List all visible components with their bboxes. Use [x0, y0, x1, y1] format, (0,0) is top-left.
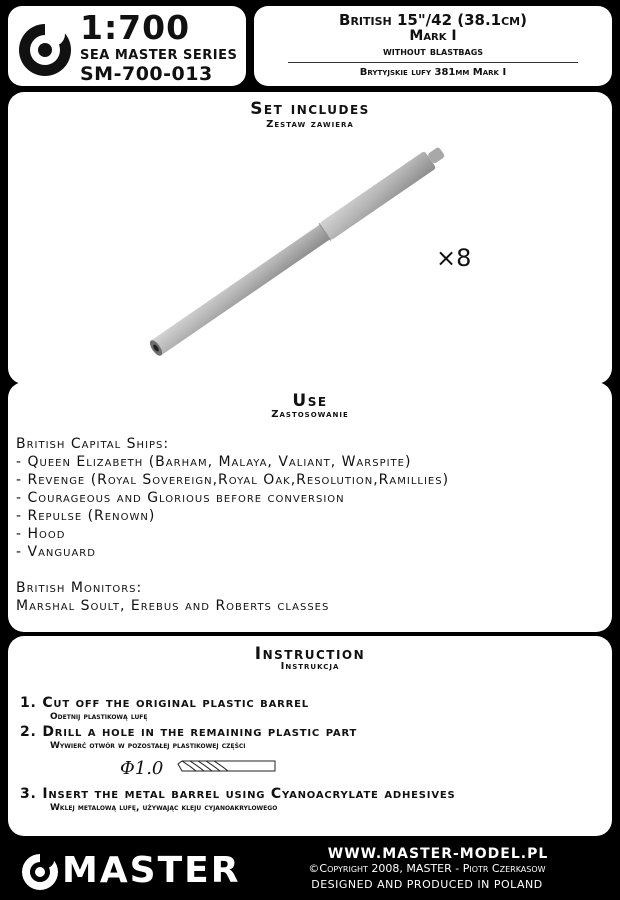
use-line-monitors: British Monitors: [16, 580, 143, 596]
made-in-text: DESIGNED AND PRODUCED IN POLAND [311, 878, 543, 891]
product-title-polish: Brytyjskie lufy 381mm Mark I [359, 67, 507, 78]
product-mark: Mark I [409, 28, 457, 44]
set-includes-section [8, 92, 612, 384]
use-section [8, 382, 612, 632]
product-code: SM-700-013 [80, 63, 213, 85]
use-subtitle: Zastosowanie [271, 409, 349, 420]
step-2: 2. Drill a hole in the remaining plastic part [20, 724, 358, 740]
instruction-subtitle: Instrukcja [280, 661, 340, 672]
step-3: 3. Insert the metal barrel using Cyanoacrylate adhesives [20, 786, 456, 802]
use-line-vanguard: - Vanguard [16, 544, 96, 560]
use-line-repulse: - Repulse (Renown) [16, 508, 156, 524]
quantity-label: ×8 [436, 244, 472, 272]
website-url[interactable]: WWW.MASTER-MODEL.PL [327, 846, 549, 862]
instruction-title: Instruction [254, 644, 366, 664]
set-includes-title: Set includes [250, 99, 370, 119]
use-line-queen-elizabeth: - Queen Elizabeth (Barham, Malaya, Valiant, Warspite) [16, 454, 412, 470]
step-3-polish: Wklej metalową lufę, używając kleju cyjanoakrylowego [50, 803, 278, 813]
series-label: SEA MASTER SERIES [80, 48, 238, 63]
scale-label: 1:700 [80, 8, 191, 47]
product-title: British 15"/42 (38.1cm) [339, 11, 527, 29]
step-1-polish: Odetnij plastikową lufę [50, 712, 148, 722]
gun-barrel-image [128, 136, 448, 366]
master-footer-logo-icon [20, 847, 60, 893]
product-subtitle: without blastbags [382, 44, 484, 58]
use-line-capital-ships: British Capital Ships: [16, 436, 170, 452]
step-1: 1. Cut off the original plastic barrel [20, 695, 309, 711]
use-line-monitor-classes: Marshal Soult, Erebus and Roberts classes [16, 598, 330, 614]
step-2-polish: Wywierć otwór w pozostałej plastikowej części [50, 741, 246, 751]
use-title: Use [292, 391, 328, 411]
set-includes-subtitle: Zestaw zawiera [266, 119, 354, 130]
use-line-courageous: - Courageous and Glorious before conversion [16, 490, 345, 506]
brand-panel [8, 6, 246, 86]
title-divider [288, 62, 578, 63]
master-logo-icon [16, 14, 74, 80]
product-title-panel [254, 6, 612, 86]
use-line-revenge: - Revenge (Royal Sovereign,Royal Oak,Resolution,Ramillies) [16, 472, 450, 488]
drill-size-label: Φ1.0 [120, 758, 164, 779]
instruction-section [8, 636, 612, 836]
copyright-text: ©Copyright 2008, MASTER - Piotr Czerkasow [308, 862, 546, 875]
use-line-hood: - Hood [16, 526, 66, 542]
master-brand-wordmark: MASTER [62, 850, 241, 891]
